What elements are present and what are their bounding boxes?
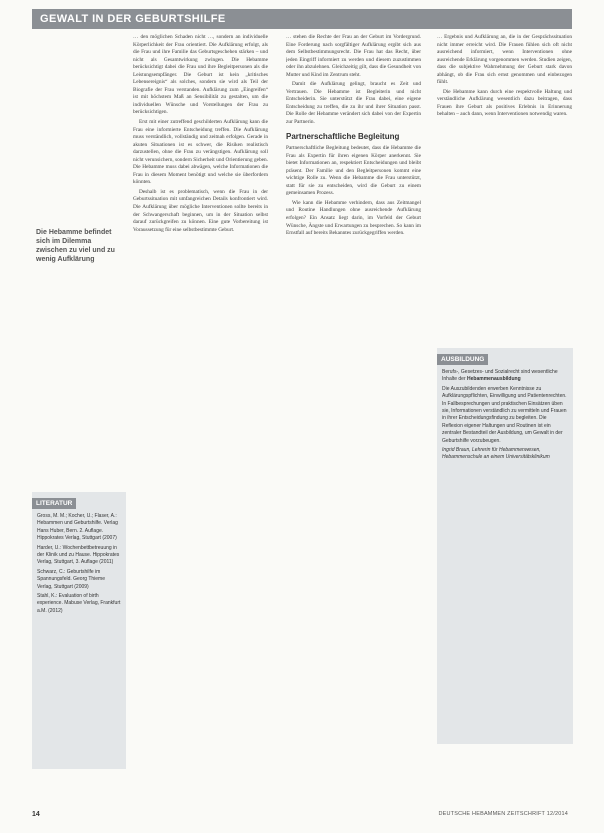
paragraph: Wie kann die Hebamme verhindern, dass aus Zeitmangel und Routine Handlungen ohne ausreichende Aufklärung erfolgen? Ein Ansatz liegt darin, im Vorfeld der Geburt Wünsche, Ängste und Erwartungen zu besprechen. So kann im Ernstfall auf bereits Bekanntes zurückgegriffen werden. (286, 199, 421, 237)
training-intro-text: Berufs-, Gesetzes- und Sozialrecht sind wesentliche Inhalte der (442, 369, 558, 383)
training-footnote: Ingrid Braun, Lehrerin für Hebammenwesen, Hebammenschule an einem Universitätsklinikum (442, 447, 550, 461)
subheading: Partnerschaftliche Begleitung (286, 131, 400, 141)
training-bold-term: Hebammenausbildung (467, 376, 521, 383)
training-intro (442, 369, 568, 384)
article-column-3 (437, 34, 572, 334)
literature-box (32, 492, 126, 769)
literature-entry: Gross, M. M.; Kocher, U.; Flaser, A.: Hebammen und Geburtshilfe. Verlag Hans Huber, Bern. 2. Auflage. Hippokrates Verlag, Stuttgart (2007) (37, 513, 118, 542)
paragraph: Partnerschaftliche Begleitung bedeutet, dass die Hebamme die Frau als Expertin für ihren eigenen Körper anerkennt. Sie bietet Informationen an, respektiert Entscheidungen und bleibt präsent. Der Familie und den Begleitpersonen kommt eine wichtige Rolle zu. Wenn die Hebamme die Frau unterstützt, statt für sie zu entscheiden, wird die Geburt zu einem gemeinsamen Prozess. (286, 145, 421, 197)
literature-entry: Stahl, K.: Evaluation of birth experience. Mabuse Verlag, Frankfurt a.M. (2012) (37, 593, 121, 614)
training-body (437, 369, 573, 462)
paragraph: Deshalb ist es problematisch, wenn die Frau in der Geburtssituation mit umfangreichen Details konfrontiert wird. Die Aufklärung über mögliche Interventionen sollte bereits in der Schwangerschaft beginnen, um in der Situation selbst darauf zurückgreifen zu können. Eine gute Vorbereitung ist Voraussetzung für eine selbstbestimmte Geburt. (133, 188, 268, 233)
paragraph: Die Hebamme kann durch eine respektvolle Haltung und verständliche Aufklärung wesentlich dazu beitragen, dass Frauen ihre Geburt als positives Erlebnis in Erinnerung behalten – auch dann, wenn Interventionen notwendig waren. (437, 88, 572, 118)
paragraph: … Ergebnis und Aufklärung an, die in der Gesprächssituation nicht immer erreicht wird. Die Frauen fühlen sich oft nicht ausreichend informiert, wenn Interventionen ohne ausreichende Erklärung vorgenommen werden. Studien zeigen, dass die subjektive Wahrnehmung der Geburt stark davon abhängt, ob die Frau sich ernst genommen und einbezogen fühlt. (437, 34, 572, 86)
literature-list (32, 513, 126, 615)
literature-entry: Schwarz, C.: Geburtshilfe im Spannungsfeld. Georg Thieme Verlag, Stuttgart (2009) (37, 568, 106, 590)
paragraph: … den möglichen Schaden nicht …, sondern an individuelle Körperlichkeit der Frau orientiert. Die Aufklärung erfolgt, als die Frau und ihre Familie das Geburtsgeschehen stärken – und nicht als Gesamtwirkung zwingen. Die Hebamme berücksichtigt dabei die Frau und ihre Begleitpersonen als die Leistungsempfänger. Die Geburt ist kein „kritisches Lebensereignis“ als solches, sondern sie wird als Teil der Biografie der Frau verstanden. Aufklärung zum „Eingreifen“ ist mit höchstem Maß an Sensibilität zu gestalten, um die individuellen Wünsche und Vorstellungen der Frau zu berücksichtigen. (133, 34, 268, 116)
training-label: AUSBILDUNG (437, 354, 488, 365)
paragraph: Erst mit einer zutreffend geschilderten Aufklärung kann die Frau eine informierte Entscheidung treffen. Die Aufklärung muss verständlich, vollständig und zeitnah erfolgen. Gerade in akuten Situationen ist es schwer, die Risiken realistisch darzustellen, ohne die Frau zu verängstigen. Aufklärung soll nicht verunsichern, sondern Sicherheit und Orientierung geben. Die Hebamme muss dabei abwägen, welche Informationen die Frau in diesem Moment benötigt und welche sie überfordern könnten. (133, 119, 268, 186)
training-box (437, 348, 573, 744)
page-number: 14 (32, 811, 40, 818)
section-header: GEWALT IN DER GEBURTSHILFE (32, 9, 572, 29)
article-column-1 (133, 34, 268, 814)
paragraph: … stehen die Rechte der Frau an der Geburt im Vordergrund. Eine Forderung nach sorgfältiger Aufklärung ergibt sich aus dem Selbstbestimmungsrecht. Die Frau hat das Recht, über jeden Eingriff informiert zu werden und diesem zuzustimmen oder ihn abzulehnen. Gleichzeitig gilt, dass die Gesundheit von Mutter und Kind im Zentrum steht. (286, 34, 421, 78)
literature-entry: Harder, U.: Wochenbettbetreuung in der Klinik und zu Hause. Hippokrates Verlag, Stuttgart, 3. Auflage (2011) (37, 544, 120, 566)
paragraph: Damit die Aufklärung gelingt, braucht es Zeit und Vertrauen. Die Hebamme ist Begleiterin und nicht Entscheiderin. Sie unterstützt die Frau dabei, eine eigene Entscheidung zu treffen, die zu ihr und ihrer Situation passt. Die Rolle der Hebamme verändert sich dabei von der Expertin zur Partnerin. (286, 81, 421, 126)
training-text: Die Auszubildenden erwerben Kenntnisse zu Aufklärungspflichten, Einwilligung und Patientenrechten. In Fallbesprechungen und praktischen Einsätzen üben sie, Informationen verständlich zu vermitteln und Frauen in ihrer Entscheidungsfindung zu begleiten. Die Reflexion eigener Haltungen und Routinen ist ein zentraler Bestandteil der Ausbildung, um Gewalt in der Geburtshilfe vorzubeugen. (442, 385, 567, 444)
pull-quote: Die Hebamme befindet sich im Dilemma zwischen zu viel und zu wenig Aufklärung (36, 229, 115, 263)
journal-footer: DEUTSCHE HEBAMMEN ZEITSCHRIFT 12/2014 (438, 811, 568, 817)
article-column-2 (286, 34, 421, 814)
literature-label: LITERATUR (32, 498, 76, 509)
